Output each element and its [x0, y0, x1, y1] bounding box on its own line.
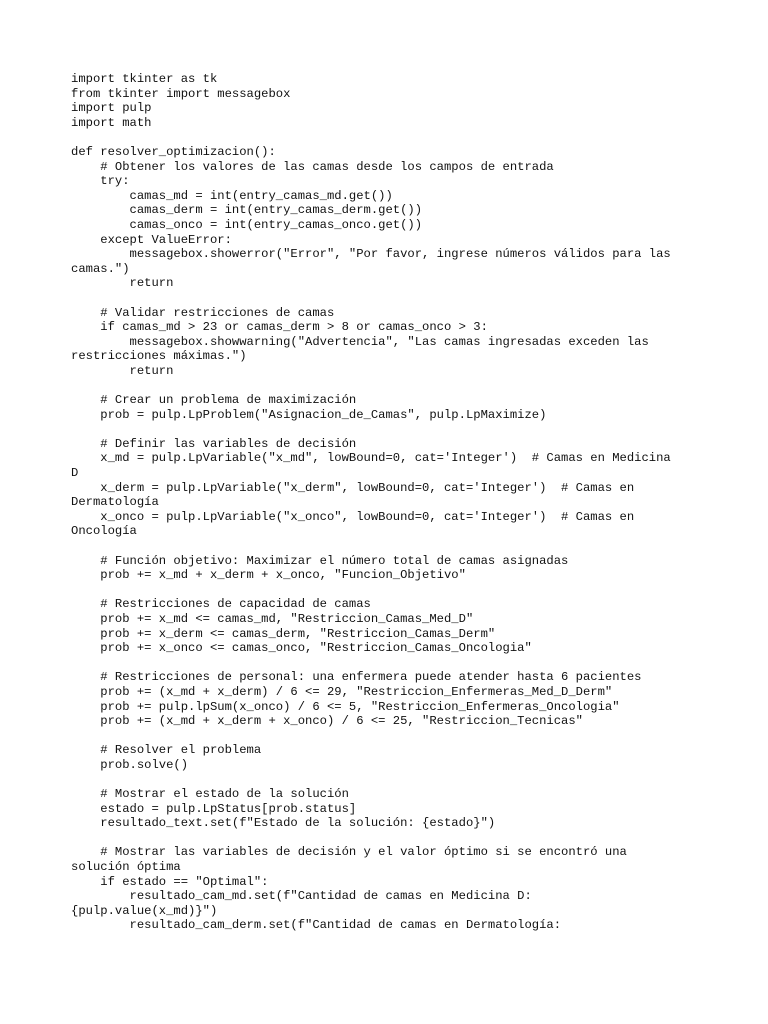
- code-line: prob = pulp.LpProblem("Asignacion_de_Camas", pulp.LpMaximize): [71, 407, 547, 422]
- code-line: [71, 583, 701, 598]
- code-line: import tkinter as tk: [71, 72, 218, 86]
- code-line: import math: [71, 115, 152, 130]
- code-line: return: [71, 276, 174, 291]
- code-line: Oncología: [71, 524, 137, 539]
- code-line: # Mostrar las variables de decisión y el valor óptimo si se encontró una: [71, 845, 627, 860]
- code-line: messagebox.showerror("Error", "Por favor, ingrese números válidos para las: [71, 247, 671, 262]
- code-line: import pulp: [71, 101, 152, 116]
- code-line: try:: [71, 174, 130, 189]
- code-line: [71, 291, 701, 306]
- code-line: {pulp.value(x_md)}"): [71, 903, 218, 918]
- code-line: restricciones máximas."): [71, 349, 247, 364]
- code-line: x_derm = pulp.LpVariable("x_derm", lowBound=0, cat='Integer') # Camas en: [71, 480, 635, 495]
- code-line: camas."): [71, 261, 130, 276]
- code-line: return: [71, 363, 174, 378]
- code-line: # Obtener los valores de las camas desde los campos de entrada: [71, 159, 554, 174]
- code-line: # Función objetivo: Maximizar el número total de camas asignadas: [71, 553, 569, 568]
- code-line: [71, 130, 701, 145]
- code-line: x_md = pulp.LpVariable("x_md", lowBound=0, cat='Integer') # Camas en Medicina: [71, 451, 671, 466]
- code-line: prob += (x_md + x_derm + x_onco) / 6 <= 25, "Restriccion_Tecnicas": [71, 714, 583, 729]
- code-block: [71, 72, 701, 933]
- code-line: [71, 773, 701, 788]
- code-line: [71, 422, 701, 437]
- code-line: # Restricciones de capacidad de camas: [71, 597, 371, 612]
- code-line: estado = pulp.LpStatus[prob.status]: [71, 801, 357, 816]
- code-line: resultado_text.set(f"Estado de la solución: {estado}"): [71, 816, 496, 831]
- code-line: def resolver_optimizacion():: [71, 144, 276, 159]
- code-line: resultado_cam_md.set(f"Cantidad de camas en Medicina D:: [71, 889, 532, 904]
- code-line: if estado == "Optimal":: [71, 874, 269, 889]
- code-line: [71, 656, 701, 671]
- code-line: camas_md = int(entry_camas_md.get()): [71, 188, 393, 203]
- code-line: camas_derm = int(entry_camas_derm.get()): [71, 203, 423, 218]
- code-line: prob += (x_md + x_derm) / 6 <= 29, "Restriccion_Enfermeras_Med_D_Derm": [71, 684, 613, 699]
- code-line: solución óptima: [71, 860, 181, 875]
- code-line: # Crear un problema de maximización: [71, 393, 357, 408]
- code-line: except ValueError:: [71, 232, 232, 247]
- code-line: # Resolver el problema: [71, 743, 262, 758]
- code-line: camas_onco = int(entry_camas_onco.get()): [71, 217, 423, 232]
- code-line: prob += x_derm <= camas_derm, "Restriccion_Camas_Derm": [71, 626, 496, 641]
- code-line: # Validar restricciones de camas: [71, 305, 335, 320]
- code-line: D: [71, 466, 79, 481]
- code-line: prob += pulp.lpSum(x_onco) / 6 <= 5, "Restriccion_Enfermeras_Oncologia": [71, 699, 620, 714]
- code-line: messagebox.showwarning("Advertencia", "Las camas ingresadas exceden las: [71, 334, 649, 349]
- code-line: # Definir las variables de decisión: [71, 436, 357, 451]
- code-line: prob += x_md + x_derm + x_onco, "Funcion_Objetivo": [71, 568, 466, 583]
- code-line: [71, 831, 701, 846]
- code-line: # Mostrar el estado de la solución: [71, 787, 349, 802]
- code-line: x_onco = pulp.LpVariable("x_onco", lowBound=0, cat='Integer') # Camas en: [71, 509, 635, 524]
- code-line: # Restricciones de personal: una enfermera puede atender hasta 6 pacientes: [71, 670, 642, 685]
- code-line: prob += x_onco <= camas_onco, "Restriccion_Camas_Oncologia": [71, 641, 532, 656]
- code-line: prob.solve(): [71, 757, 189, 772]
- code-line: if camas_md > 23 or camas_derm > 8 or camas_onco > 3:: [71, 320, 488, 335]
- code-line: [71, 378, 701, 393]
- code-line: resultado_cam_derm.set(f"Cantidad de camas en Dermatología:: [71, 918, 562, 933]
- code-line: [71, 729, 701, 744]
- code-line: prob += x_md <= camas_md, "Restriccion_Camas_Med_D": [71, 611, 474, 626]
- code-line: Dermatología: [71, 495, 159, 510]
- code-line: from tkinter import messagebox: [71, 86, 291, 101]
- code-line: [71, 539, 701, 554]
